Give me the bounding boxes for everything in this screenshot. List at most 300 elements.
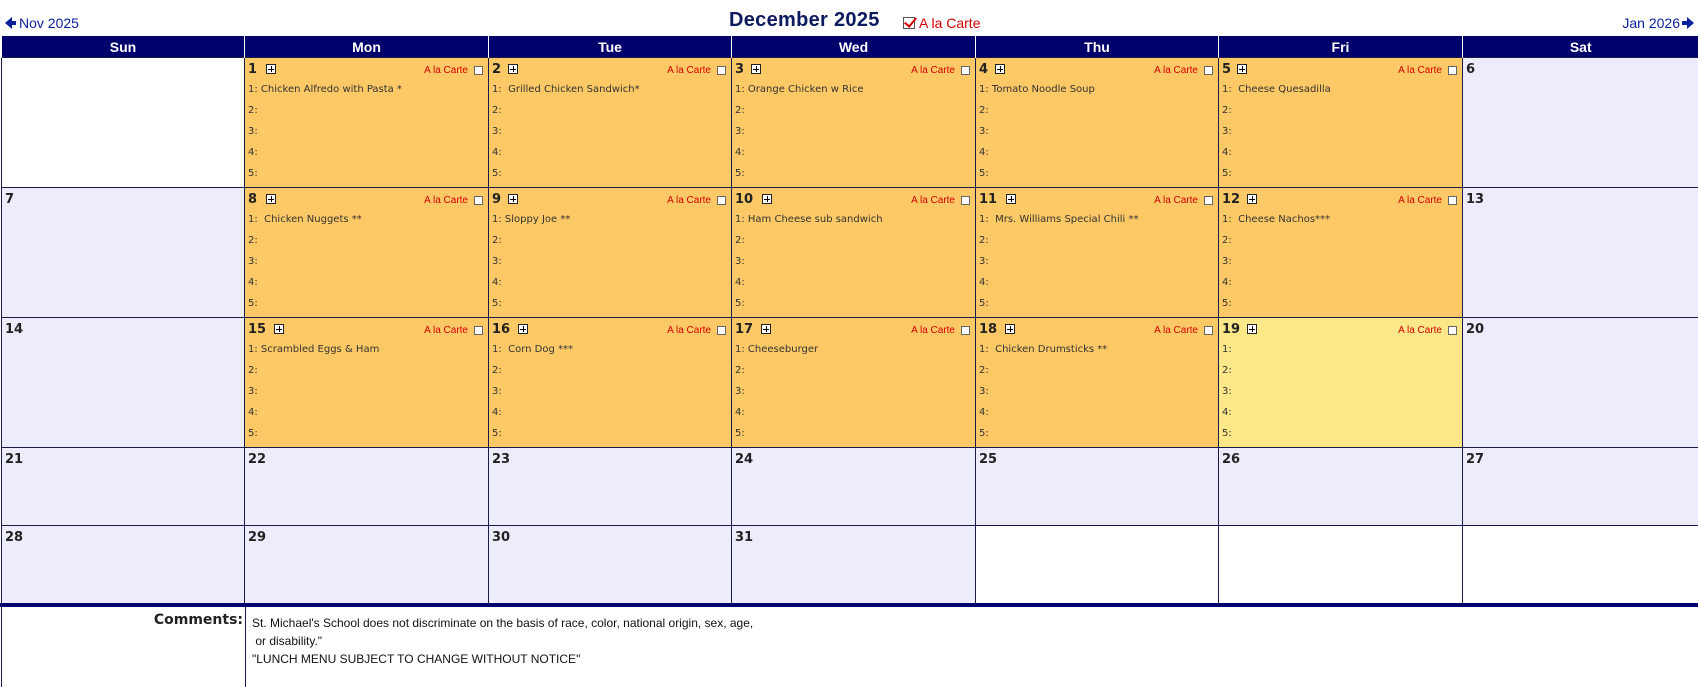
menu-item-slot <box>248 168 402 189</box>
menu-items-list <box>248 344 379 449</box>
alc-checkbox[interactable] <box>717 326 726 335</box>
slot-label: 5: <box>979 168 989 179</box>
alc-label: A la Carte <box>1154 325 1198 336</box>
alc-toggle-label[interactable]: A la Carte <box>919 15 981 31</box>
empty-day-cell <box>976 526 1219 604</box>
day-cell-3[interactable] <box>732 58 976 188</box>
menu-item-slot <box>735 386 818 407</box>
menu-item-slot <box>1222 428 1232 449</box>
day-cell-14[interactable] <box>2 318 245 448</box>
week-row <box>2 58 1698 188</box>
slot-label: 5: <box>492 428 502 439</box>
menu-item-slot <box>735 256 883 277</box>
menu-items-list <box>1222 214 1330 319</box>
menu-item-slot <box>492 277 570 298</box>
menu-item-slot <box>735 365 818 386</box>
alc-checkbox[interactable] <box>717 66 726 75</box>
day-cell-29[interactable] <box>245 526 489 604</box>
alc-label: A la Carte <box>424 325 468 336</box>
menu-items-list <box>1222 84 1331 189</box>
day-cell-16[interactable] <box>489 318 732 448</box>
menu-item-slot <box>735 407 818 428</box>
slot-label: 3: <box>979 256 989 267</box>
menu-item-slot <box>248 126 402 147</box>
add-item-plus-icon[interactable] <box>751 64 761 74</box>
menu-items-list <box>248 84 402 189</box>
alc-label: A la Carte <box>1398 325 1442 336</box>
menu-item-slot <box>492 256 570 277</box>
menu-item-slot <box>492 365 573 386</box>
day-number: 20 <box>1466 322 1485 337</box>
slot-label: 4: <box>979 147 989 158</box>
menu-item-slot <box>735 147 863 168</box>
slot-label: 5: <box>1222 168 1232 179</box>
menu-items-list <box>492 214 570 319</box>
day-cell-17[interactable] <box>732 318 976 448</box>
menu-item-slot <box>1222 365 1232 386</box>
empty-day-cell <box>1463 526 1698 604</box>
day-number: 15 <box>248 322 267 337</box>
slot-label: 3: <box>1222 126 1232 137</box>
day-cell-19[interactable] <box>1219 318 1463 448</box>
alc-label: A la Carte <box>424 65 468 76</box>
add-item-plus-icon[interactable] <box>518 324 528 334</box>
slot-label: 2: <box>1222 105 1232 116</box>
menu-item-slot <box>979 105 1095 126</box>
menu-items-list <box>248 214 362 319</box>
alc-checkbox[interactable] <box>961 66 970 75</box>
comments-label: Comments: <box>153 612 243 628</box>
weekday-fri: Fri <box>1219 36 1463 58</box>
calendar-grid <box>1 36 1698 604</box>
alc-checkbox[interactable] <box>1448 326 1457 335</box>
slot-label: 5: <box>979 298 989 309</box>
day-number: 2 <box>492 62 502 77</box>
day-number: 31 <box>735 530 754 545</box>
slot-label: 3: <box>1222 256 1232 267</box>
slot-label: 1: <box>492 84 502 95</box>
slot-label: 2: <box>735 105 745 116</box>
alc-label: A la Carte <box>1154 65 1198 76</box>
day-cell-5[interactable] <box>1219 58 1463 188</box>
menu-item-text: Corn Dog *** <box>501 344 573 355</box>
day-number: 26 <box>1222 452 1241 467</box>
menu-item-slot <box>735 214 883 235</box>
menu-item-text: Cheeseburger <box>744 344 819 355</box>
slot-label: 3: <box>735 256 745 267</box>
day-cell-31[interactable] <box>732 526 976 604</box>
comments-line: or disability." <box>252 634 323 648</box>
comments-text <box>252 614 753 668</box>
menu-item-slot <box>248 428 379 449</box>
slot-label: 3: <box>735 126 745 137</box>
slot-label: 5: <box>492 168 502 179</box>
slot-label: 2: <box>979 235 989 246</box>
day-number: 4 <box>979 62 989 77</box>
weekday-sun: Sun <box>2 36 245 58</box>
day-cell-21[interactable] <box>2 448 245 526</box>
slot-label: 1: <box>735 214 745 225</box>
menu-item-slot <box>735 344 818 365</box>
menu-item-slot <box>979 344 1107 365</box>
menu-items-list <box>1222 344 1232 449</box>
menu-item-slot <box>979 428 1107 449</box>
slot-label: 1: <box>492 214 502 225</box>
day-number: 1 <box>248 62 258 77</box>
menu-item-slot <box>979 386 1107 407</box>
alc-checkbox[interactable] <box>474 326 483 335</box>
day-number: 22 <box>248 452 267 467</box>
day-number: 8 <box>248 192 258 207</box>
prev-month-link[interactable] <box>5 15 79 31</box>
alc-label: A la Carte <box>1398 195 1442 206</box>
menu-item-slot <box>1222 84 1331 105</box>
alc-checkbox[interactable] <box>474 196 483 205</box>
slot-label: 2: <box>1222 365 1232 376</box>
slot-label: 1: <box>1222 214 1232 225</box>
add-item-plus-icon[interactable] <box>508 64 518 74</box>
menu-item-slot <box>1222 298 1330 319</box>
calendar-header-bar <box>0 0 1698 36</box>
slot-label: 4: <box>248 147 258 158</box>
menu-item-slot <box>492 147 640 168</box>
day-number: 14 <box>5 322 24 337</box>
day-cell-26[interactable] <box>1219 448 1463 526</box>
slot-label: 1: <box>979 84 989 95</box>
slot-label: 1: <box>248 84 258 95</box>
add-item-plus-icon[interactable] <box>266 64 276 74</box>
day-cell-13[interactable] <box>1463 188 1698 318</box>
day-cell-28[interactable] <box>2 526 245 604</box>
slot-label: 4: <box>1222 407 1232 418</box>
alc-checkbox[interactable] <box>717 196 726 205</box>
add-item-plus-icon[interactable] <box>1247 194 1257 204</box>
menu-items-list <box>979 344 1107 449</box>
slot-label: 3: <box>492 256 502 267</box>
menu-item-slot <box>1222 214 1330 235</box>
slot-label: 3: <box>492 386 502 397</box>
slot-label: 4: <box>979 407 989 418</box>
slot-label: 3: <box>248 126 258 137</box>
menu-item-slot <box>492 168 640 189</box>
menu-item-slot <box>492 386 573 407</box>
day-number: 17 <box>735 322 754 337</box>
day-number: 3 <box>735 62 745 77</box>
menu-item-text: Ham Cheese sub sandwich <box>744 214 883 225</box>
menu-item-slot <box>492 407 573 428</box>
slot-label: 2: <box>248 235 258 246</box>
alc-checkbox[interactable] <box>1204 66 1213 75</box>
slot-label: 1: <box>735 344 745 355</box>
slot-label: 4: <box>492 277 502 288</box>
week-row <box>2 526 1698 604</box>
comments-column-divider <box>245 607 246 687</box>
slot-label: 1: <box>1222 344 1232 355</box>
checked-box-icon[interactable] <box>903 17 915 29</box>
slot-label: 4: <box>735 407 745 418</box>
slot-label: 3: <box>1222 386 1232 397</box>
menu-item-slot <box>979 168 1095 189</box>
menu-item-slot <box>492 84 640 105</box>
add-item-plus-icon[interactable] <box>274 324 284 334</box>
week-row <box>2 318 1698 448</box>
empty-day-cell <box>1219 526 1463 604</box>
day-cell-12[interactable] <box>1219 188 1463 318</box>
alc-checkbox[interactable] <box>961 326 970 335</box>
add-item-plus-icon[interactable] <box>1237 64 1247 74</box>
empty-day-cell <box>2 58 245 188</box>
menu-item-slot <box>979 256 1138 277</box>
menu-item-slot <box>1222 147 1331 168</box>
day-cell-9[interactable] <box>489 188 732 318</box>
menu-item-slot <box>492 298 570 319</box>
menu-item-slot <box>1222 277 1330 298</box>
alc-checkbox[interactable] <box>474 66 483 75</box>
week-row <box>2 448 1698 526</box>
next-month-label[interactable]: Jan 2026 <box>1622 15 1680 31</box>
slot-label: 2: <box>979 105 989 116</box>
menu-item-slot <box>735 428 818 449</box>
slot-label: 2: <box>492 105 502 116</box>
slot-label: 4: <box>248 277 258 288</box>
day-cell-27[interactable] <box>1463 448 1698 526</box>
day-number: 27 <box>1466 452 1485 467</box>
alc-checkbox[interactable] <box>1204 196 1213 205</box>
day-number: 7 <box>5 192 15 207</box>
menu-item-text: Grilled Chicken Sandwich* <box>501 84 640 95</box>
day-cell-24[interactable] <box>732 448 976 526</box>
alc-label: A la Carte <box>667 195 711 206</box>
alc-label: A la Carte <box>667 65 711 76</box>
arrow-right-icon <box>1687 17 1694 29</box>
day-number: 19 <box>1222 322 1241 337</box>
menu-item-slot <box>248 277 362 298</box>
weekday-header-row <box>2 36 1698 58</box>
menu-item-slot <box>248 386 379 407</box>
menu-item-slot <box>248 298 362 319</box>
menu-item-text: Mrs. Williams Special Chili ** <box>988 214 1139 225</box>
slot-label: 1: <box>1222 84 1232 95</box>
menu-item-slot <box>492 105 640 126</box>
menu-item-text: Scrambled Eggs & Ham <box>257 344 380 355</box>
weekday-sat: Sat <box>1463 36 1698 58</box>
add-item-plus-icon[interactable] <box>1005 324 1015 334</box>
menu-item-slot <box>492 428 573 449</box>
menu-items-list <box>735 84 863 189</box>
next-month-link[interactable] <box>1622 15 1694 31</box>
menu-item-slot <box>979 277 1138 298</box>
menu-item-slot <box>248 214 362 235</box>
menu-item-slot <box>979 214 1138 235</box>
slot-label: 3: <box>248 256 258 267</box>
day-number: 16 <box>492 322 511 337</box>
menu-item-slot <box>492 126 640 147</box>
menu-item-slot <box>735 298 883 319</box>
day-cell-11[interactable] <box>976 188 1219 318</box>
slot-label: 5: <box>248 298 258 309</box>
add-item-plus-icon[interactable] <box>762 194 772 204</box>
day-number: 18 <box>979 322 998 337</box>
slot-label: 4: <box>1222 147 1232 158</box>
month-title: December 2025 <box>729 9 880 31</box>
menu-item-slot <box>735 84 863 105</box>
comments-section <box>1 607 1698 687</box>
day-cell-10[interactable] <box>732 188 976 318</box>
slot-label: 4: <box>735 277 745 288</box>
calendar-body <box>2 58 1698 604</box>
slot-label: 1: <box>979 344 989 355</box>
menu-item-slot <box>248 147 402 168</box>
day-cell-25[interactable] <box>976 448 1219 526</box>
add-item-plus-icon[interactable] <box>761 324 771 334</box>
slot-label: 5: <box>492 298 502 309</box>
slot-label: 1: <box>248 214 258 225</box>
alc-label: A la Carte <box>1398 65 1442 76</box>
slot-label: 2: <box>735 365 745 376</box>
day-cell-7[interactable] <box>2 188 245 318</box>
slot-label: 1: <box>248 344 258 355</box>
day-cell-20[interactable] <box>1463 318 1698 448</box>
slot-label: 5: <box>1222 428 1232 439</box>
menu-item-slot <box>1222 386 1232 407</box>
slot-label: 2: <box>735 235 745 246</box>
menu-items-list <box>735 344 818 449</box>
slot-label: 3: <box>735 386 745 397</box>
menu-item-slot <box>248 256 362 277</box>
menu-item-slot <box>248 344 379 365</box>
slot-label: 4: <box>1222 277 1232 288</box>
menu-item-slot <box>735 235 883 256</box>
slot-label: 5: <box>735 298 745 309</box>
menu-item-slot <box>1222 105 1331 126</box>
day-number: 5 <box>1222 62 1232 77</box>
day-number: 28 <box>5 530 24 545</box>
menu-item-slot <box>492 214 570 235</box>
menu-item-slot <box>492 344 573 365</box>
menu-item-slot <box>1222 235 1330 256</box>
day-number: 23 <box>492 452 511 467</box>
day-cell-30[interactable] <box>489 526 732 604</box>
day-number: 11 <box>979 192 998 207</box>
alc-label: A la Carte <box>911 65 955 76</box>
slot-label: 2: <box>248 105 258 116</box>
menu-item-text: Chicken Drumsticks ** <box>988 344 1108 355</box>
menu-item-slot <box>248 365 379 386</box>
arrow-left-icon <box>5 17 12 29</box>
slot-label: 5: <box>1222 298 1232 309</box>
alc-checkbox[interactable] <box>1448 66 1457 75</box>
menu-item-slot <box>735 168 863 189</box>
alc-label: A la Carte <box>911 195 955 206</box>
slot-label: 2: <box>248 365 258 376</box>
slot-label: 3: <box>248 386 258 397</box>
add-item-plus-icon[interactable] <box>1247 324 1257 334</box>
menu-item-slot <box>248 407 379 428</box>
day-number: 12 <box>1222 192 1241 207</box>
menu-items-list <box>492 344 573 449</box>
weekday-mon: Mon <box>245 36 489 58</box>
menu-item-slot <box>979 365 1107 386</box>
menu-item-slot <box>979 126 1095 147</box>
day-cell-15[interactable] <box>245 318 489 448</box>
add-item-plus-icon[interactable] <box>508 194 518 204</box>
slot-label: 2: <box>492 235 502 246</box>
day-number: 24 <box>735 452 754 467</box>
slot-label: 1: <box>979 214 989 225</box>
prev-month-label[interactable]: Nov 2025 <box>19 15 79 31</box>
menu-item-text: Tomato Noodle Soup <box>988 84 1095 95</box>
menu-item-slot <box>1222 344 1232 365</box>
week-row <box>2 188 1698 318</box>
add-item-plus-icon[interactable] <box>266 194 276 204</box>
menu-item-slot <box>979 298 1138 319</box>
slot-label: 3: <box>979 386 989 397</box>
menu-item-slot <box>248 235 362 256</box>
day-cell-18[interactable] <box>976 318 1219 448</box>
menu-item-slot <box>979 84 1095 105</box>
slot-label: 1: <box>492 344 502 355</box>
slot-label: 5: <box>248 168 258 179</box>
menu-item-slot <box>248 84 402 105</box>
add-item-plus-icon[interactable] <box>1006 194 1016 204</box>
day-cell-1[interactable] <box>245 58 489 188</box>
day-number: 6 <box>1466 62 1476 77</box>
alc-label: A la Carte <box>424 195 468 206</box>
alc-checkbox[interactable] <box>1448 196 1457 205</box>
day-cell-2[interactable] <box>489 58 732 188</box>
menu-item-slot <box>735 105 863 126</box>
menu-item-text: Chicken Nuggets ** <box>257 214 362 225</box>
day-cell-23[interactable] <box>489 448 732 526</box>
menu-item-slot <box>979 407 1107 428</box>
slot-label: 1: <box>735 84 745 95</box>
alc-label: A la Carte <box>1154 195 1198 206</box>
menu-item-slot <box>735 277 883 298</box>
slot-label: 5: <box>735 168 745 179</box>
slot-label: 5: <box>979 428 989 439</box>
day-number: 10 <box>735 192 754 207</box>
day-cell-4[interactable] <box>976 58 1219 188</box>
menu-item-slot <box>735 126 863 147</box>
add-item-plus-icon[interactable] <box>995 64 1005 74</box>
day-number: 21 <box>5 452 24 467</box>
alc-checkbox[interactable] <box>961 196 970 205</box>
slot-label: 2: <box>492 365 502 376</box>
slot-label: 4: <box>492 407 502 418</box>
slot-label: 4: <box>492 147 502 158</box>
alc-checkbox[interactable] <box>1204 326 1213 335</box>
day-cell-6[interactable] <box>1463 58 1698 188</box>
menu-items-list <box>735 214 883 319</box>
day-number: 13 <box>1466 192 1485 207</box>
weekday-thu: Thu <box>976 36 1219 58</box>
comments-line: St. Michael's School does not discriminate on the basis of race, color, national origin, sex, age, <box>252 616 754 630</box>
day-cell-8[interactable] <box>245 188 489 318</box>
alc-toggle[interactable] <box>903 15 980 31</box>
menu-item-slot <box>1222 407 1232 428</box>
menu-item-slot <box>979 147 1095 168</box>
slot-label: 2: <box>979 365 989 376</box>
slot-label: 3: <box>492 126 502 137</box>
menu-item-slot <box>1222 126 1331 147</box>
slot-label: 4: <box>248 407 258 418</box>
slot-label: 5: <box>248 428 258 439</box>
slot-label: 2: <box>1222 235 1232 246</box>
menu-item-slot <box>492 235 570 256</box>
comments-line: "LUNCH MENU SUBJECT TO CHANGE WITHOUT NOTICE" <box>252 652 581 666</box>
day-cell-22[interactable] <box>245 448 489 526</box>
menu-item-text: Orange Chicken w Rice <box>744 84 864 95</box>
